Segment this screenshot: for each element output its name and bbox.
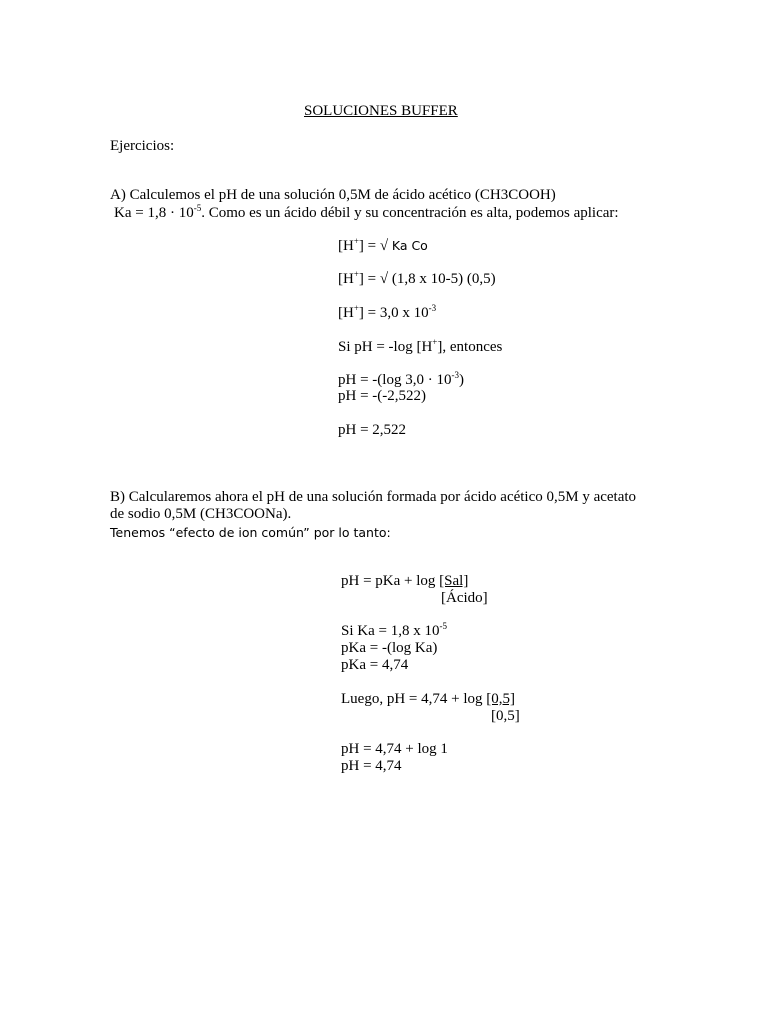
intro-label: Ejercicios: (110, 138, 175, 154)
fraction-numerator-05: [0,5] (486, 691, 515, 707)
equation-henderson: pH = pKa + log [Sal] (341, 573, 469, 589)
equation-ph-definition: Si pH = -log [H+], entonces (338, 337, 503, 355)
equation-h-result: [H+] = 3,0 x $10^{-3}$ (338, 303, 437, 321)
equation-pka-def: pKa = -(log Ka) (341, 640, 438, 656)
equation-ph-result-a: pH = 2,522 (338, 422, 407, 438)
equation-luego: Luego, pH = 4,74 + log [0,5] (341, 691, 515, 707)
equation-pka-value: pKa = 4,74 (341, 657, 409, 673)
fraction-denominator-05: [0,5] (491, 708, 520, 724)
equation-h-sqrt-values: [H+] = √ (1,8 x 10-5) (0,5) (338, 269, 496, 287)
equation-ph-result-b: pH = 4,74 (341, 758, 402, 774)
equation-ph-log: pH = -(log $3,0 \cdot 10^{-3}$) (338, 370, 464, 388)
fraction-numerator-sal: [Sal] (439, 573, 469, 589)
section-b-common-ion: Tenemos “efecto de ion común” por lo tanto: (110, 525, 391, 540)
section-a-statement: A) Calculemos el pH de una solución 0,5M de ácido acético (CH3COOH) (110, 187, 556, 203)
equation-h-sqrt: [H+] = √ Ka Co (338, 236, 428, 254)
equation-ph-neg: pH = -(-2,522) (338, 388, 427, 404)
page-title: SOLUCIONES BUFFER (304, 103, 458, 119)
section-b-statement: B) Calcularemos ahora el pH de una solución formada por ácido acético 0,5M y acetato (110, 489, 637, 505)
equation-ka-value: Si Ka = 1,8 x $10^{-5}$ (341, 621, 447, 639)
section-b-statement-cont: de sodio 0,5M (CH3COONa). (110, 506, 292, 522)
equation-ph-log1: pH = 4,74 + log 1 (341, 741, 448, 757)
section-a-ka-line: $Ka = 1,8 \cdot 10^{-5}$. Como es un ácido débil y su concentración es alta, podemos aplicar: (114, 203, 619, 221)
fraction-denominator-acido: [Ácido] (441, 590, 488, 606)
